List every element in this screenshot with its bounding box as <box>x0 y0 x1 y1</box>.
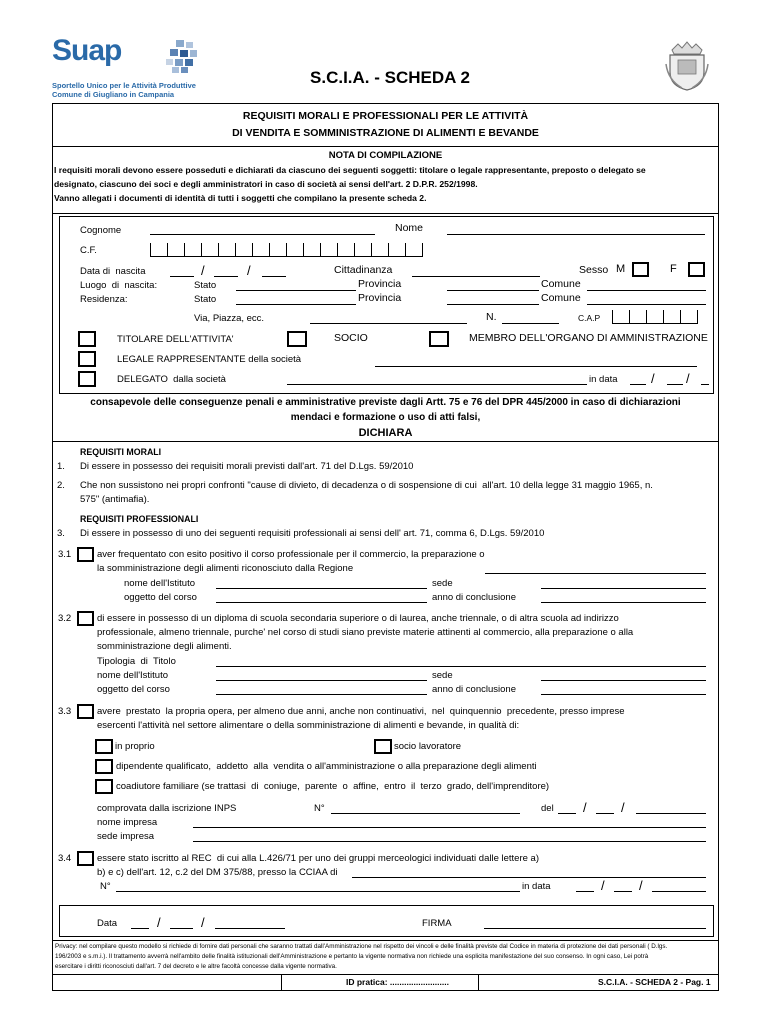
logo-word: Suap <box>52 34 122 67</box>
titolare-label: TITOLARE DELL'ATTIVITA' <box>117 334 234 345</box>
tipologia-field[interactable] <box>216 666 706 667</box>
in-proprio-label: in proprio <box>115 741 155 752</box>
res-stato-field[interactable] <box>236 304 356 305</box>
sede-impresa-label: sede impresa <box>97 831 155 842</box>
cap-label: C.A.P <box>578 313 601 323</box>
istituto-field[interactable] <box>216 680 427 681</box>
inps-data-yy[interactable] <box>636 813 706 814</box>
delegato-label: DELEGATO dalla società <box>117 374 226 385</box>
comune-label: Comune <box>541 278 581 290</box>
logo-subtitle-1: Sportello Unico per le Attività Produttive <box>52 81 196 90</box>
residenza-label: Residenza: <box>80 294 128 305</box>
comune-label: Comune <box>541 292 581 304</box>
stato-label: Stato <box>194 280 217 291</box>
anno-field[interactable] <box>541 694 706 695</box>
date-slash: / <box>157 915 161 930</box>
rec-number-field[interactable] <box>116 891 520 892</box>
req-3-2-text-c: somministrazione degli alimenti. <box>97 641 232 652</box>
req-3-3-text-a: avere prestato la propria opera, per almeno due anni, anche non continuativi, nel quinquennio precedente, presso imprese <box>97 706 625 717</box>
date-slash: / <box>601 878 605 893</box>
privacy-line-1: Privacy: nel compilare questo modello si richiede di fornire dati personali che saranno trattati dall'Amministrazione nel rispetto dei vincoli e delle finalità previste dal Codice in materia di protezione dei dati personali ( D.lgs. <box>55 943 668 950</box>
sesso-f-checkbox[interactable] <box>688 262 705 277</box>
luogo-nascita-label: Luogo di nascita: <box>80 280 158 291</box>
coadiutore-label: coadiutore familiare (se trattasi di coniuge, parente o affine, entro il terzo grado, dell'imprenditore) <box>116 781 550 792</box>
dichiara-line-2: mendaci e formazione o uso di atti falsi, <box>290 412 481 423</box>
cf-label: C.F. <box>80 245 97 256</box>
anno-field[interactable] <box>541 602 706 603</box>
req-3-1-checkbox[interactable] <box>77 547 94 562</box>
id-pratica: ID pratica: ......................... <box>346 977 449 987</box>
suap-logo <box>52 34 222 104</box>
page-number: S.C.I.A. - SCHEDA 2 - Pag. 1 <box>598 977 711 987</box>
inps-number-field[interactable] <box>331 813 520 814</box>
dichiara-divider <box>52 441 719 442</box>
titolare-checkbox[interactable] <box>78 331 96 347</box>
section-title-1: REQUISITI MORALI E PROFESSIONALI PER LE ATTIVITÀ <box>242 110 529 122</box>
sesso-f-label: F <box>670 263 677 275</box>
coadiutore-checkbox[interactable] <box>95 779 113 794</box>
sesso-m-checkbox[interactable] <box>632 262 649 277</box>
civico-label: N. <box>486 311 497 323</box>
luogo-comune-field[interactable] <box>587 290 706 291</box>
anno-label: anno di conclusione <box>432 592 516 603</box>
data-nascita-dd[interactable] <box>170 276 194 277</box>
rec-data-mm[interactable] <box>614 891 632 892</box>
date-slash: / <box>201 263 205 278</box>
in-proprio-checkbox[interactable] <box>95 739 113 754</box>
morali-text-2b: 575" (antimafia). <box>80 494 150 505</box>
coat-of-arms-icon <box>664 40 710 92</box>
luogo-stato-field[interactable] <box>236 290 356 291</box>
req-3-4-num: 3.4 <box>58 853 72 864</box>
logo-subtitle-2: Comune di Giugliano in Campania <box>52 90 175 99</box>
membro-label: MEMBRO DELL'ORGANO DI AMMINISTRAZIONE <box>469 332 708 344</box>
cf-field[interactable] <box>150 243 423 257</box>
prof-text-3: Di essere in possesso di uno dei seguenti requisiti professionali ai sensi dell' art. 71, comma 6, D.Lgs. 59/2010 <box>80 528 545 539</box>
firma-data-yy[interactable] <box>215 928 285 929</box>
req-3-2-num: 3.2 <box>58 613 72 624</box>
section-title-2: DI VENDITA E SOMMINISTRAZIONE DI ALIMENTI E BEVANDE <box>232 127 539 139</box>
inps-data-mm[interactable] <box>596 813 614 814</box>
rec-n-label: N° <box>100 881 111 892</box>
prof-heading: REQUISITI PROFESSIONALI <box>80 514 199 524</box>
nota-heading: NOTA DI COMPILAZIONE <box>328 150 443 161</box>
dipendente-checkbox[interactable] <box>95 759 113 774</box>
firma-field[interactable] <box>484 928 706 929</box>
req-3-3-checkbox[interactable] <box>77 704 94 719</box>
dichiara-heading: DICHIARA <box>358 427 413 439</box>
req-3-4-text-a: essere stato iscritto al REC di cui alla L.426/71 per uno dei gruppi merceologici individuati dalle lettere a) <box>97 853 539 864</box>
date-slash: / <box>201 915 205 930</box>
istituto-field[interactable] <box>216 588 427 589</box>
sede-field[interactable] <box>541 680 706 681</box>
istituto-label: nome dell'Istituto <box>124 578 195 589</box>
data-nascita-label: Data di nascita <box>80 266 146 277</box>
provincia-label: Provincia <box>358 292 402 304</box>
logo-puzzle-icon <box>162 38 204 74</box>
legale-label: LEGALE RAPPRESENTANTE della società <box>117 354 302 365</box>
delegato-in-data-label: in data <box>589 374 618 385</box>
req-3-3-text-b: esercenti l'attività nel settore alimentare o della somministrazione di alimenti e bevande, in qualità di: <box>97 720 520 731</box>
inps-label: comprovata dalla iscrizione INPS <box>97 803 237 814</box>
via-field[interactable] <box>310 323 467 324</box>
membro-checkbox[interactable] <box>429 331 449 347</box>
oggetto-label: oggetto del corso <box>97 684 170 695</box>
morali-text-1: Di essere in possesso dei requisiti morali previsti dall'art. 71 del D.Lgs. 59/2010 <box>80 461 414 472</box>
socio-checkbox[interactable] <box>287 331 307 347</box>
inps-data-dd[interactable] <box>558 813 576 814</box>
regione-field[interactable] <box>485 573 706 574</box>
nome-impresa-label: nome impresa <box>97 817 158 828</box>
page-title: S.C.I.A. - SCHEDA 2 <box>310 68 470 87</box>
firma-data-mm[interactable] <box>170 928 193 929</box>
istituto-label: nome dell'Istituto <box>97 670 168 681</box>
via-label: Via, Piazza, ecc. <box>194 313 265 324</box>
req-3-4-checkbox[interactable] <box>77 851 94 866</box>
nota-line-3: Vanno allegati i documenti di identità di tutti i soggetti che compilano la presente scheda 2. <box>54 193 427 203</box>
sede-field[interactable] <box>541 588 706 589</box>
req-3-2-text-b: professionale, almeno triennale, purche' nel corso di studi siano previste materie attinenti al commercio, alla preparazione o alla <box>97 627 634 638</box>
delegato-data-mm[interactable] <box>667 384 683 385</box>
privacy-line-3: esercitare i diritti riconosciuti dall'art. 7 del decreto e le altre facoltà concesse dalla vigente normativa. <box>55 963 337 970</box>
civico-field[interactable] <box>502 323 559 324</box>
stato-label: Stato <box>194 294 217 305</box>
cittadinanza-field[interactable] <box>412 276 540 277</box>
req-3-1-text-a: aver frequentato con esito positivo il corso professionale per il commercio, la preparazione o <box>97 549 485 560</box>
data-nascita-mm[interactable] <box>214 276 238 277</box>
inps-n-label: N° <box>314 803 325 814</box>
cognome-field[interactable] <box>150 234 375 235</box>
provincia-label: Provincia <box>358 278 402 290</box>
morali-num-1: 1. <box>57 461 65 472</box>
nome-label: Nome <box>395 222 424 234</box>
nota-line-2: designato, ciascuno dei soci e degli amministratori in caso di società ai sensi dell'art. 2 D.P.R. 252/1998. <box>54 179 478 189</box>
socio-lavoratore-label: socio lavoratore <box>394 741 462 752</box>
firma-label: FIRMA <box>422 918 452 929</box>
socio-lavoratore-checkbox[interactable] <box>374 739 392 754</box>
inps-del-label: del <box>541 803 554 814</box>
nota-line-1: I requisiti morali devono essere posseduti e dichiarati da ciascuno dei seguenti soggetti: titolare o legale rappresentante, preposto o delegato se <box>54 165 646 175</box>
socio-label: SOCIO <box>334 332 368 344</box>
oggetto-field[interactable] <box>216 602 427 603</box>
cognome-label: Cognome <box>80 225 122 236</box>
req-3-3-num: 3.3 <box>58 706 72 717</box>
date-slash: / <box>639 878 643 893</box>
delegato-societa-field[interactable] <box>287 384 587 385</box>
dipendente-label: dipendente qualificato, addetto alla vendita o all'amministrazione o alla preparazione degli alimenti <box>116 761 537 772</box>
morali-num-2: 2. <box>57 480 65 491</box>
prof-num-3: 3. <box>57 528 65 539</box>
sede-label: sede <box>432 578 453 589</box>
anno-label: anno di conclusione <box>432 684 516 695</box>
req-3-2-text-a: di essere in possesso di un diploma di scuola secondaria superiore o di laurea, anche triennale, o di altra scuola ad indirizzo <box>97 613 619 624</box>
legale-societa-field[interactable] <box>375 366 697 367</box>
date-slash: / <box>583 800 587 815</box>
date-slash: / <box>621 800 625 815</box>
date-slash: / <box>651 371 655 386</box>
sesso-label: Sesso <box>579 264 609 276</box>
delegato-data-dd[interactable] <box>630 384 646 385</box>
oggetto-field[interactable] <box>216 694 427 695</box>
nome-field[interactable] <box>447 234 705 235</box>
luogo-provincia-field[interactable] <box>447 290 539 291</box>
dichiara-line-1: consapevole delle conseguenze penali e amministrative previste dagli Artt. 75 e 76 del DPR 445/2000 in caso di dichiarazioni <box>90 397 681 408</box>
rec-data-dd[interactable] <box>576 891 594 892</box>
res-comune-field[interactable] <box>587 304 706 305</box>
sede-impresa-field[interactable] <box>193 841 706 842</box>
nome-impresa-field[interactable] <box>193 827 706 828</box>
cciaa-field[interactable] <box>352 877 706 878</box>
privacy-divider <box>52 940 719 941</box>
date-slash: / <box>686 371 690 386</box>
oggetto-label: oggetto del corso <box>124 592 197 603</box>
morali-text-2a: Che non sussistono nei propri confronti "cause di divieto, di decadenza o di sospensione di cui all'art. 10 della legge 31 maggio 1965, n. <box>80 480 653 491</box>
legale-checkbox[interactable] <box>78 351 96 367</box>
firma-data-label: Data <box>97 918 118 929</box>
delegato-checkbox[interactable] <box>78 371 96 387</box>
res-provincia-field[interactable] <box>447 304 539 305</box>
cittadinanza-label: Cittadinanza <box>334 264 393 276</box>
req-3-1-text-b: la somministrazione degli alimenti riconosciuto dalla Regione <box>97 563 354 574</box>
morali-heading: REQUISITI MORALI <box>80 447 162 457</box>
rec-in-data-label: in data <box>522 881 551 892</box>
cap-field[interactable] <box>612 310 698 324</box>
date-slash: / <box>247 263 251 278</box>
privacy-line-2: 196/2003 e s.m.i.). Il trattamento avverrà nell'ambito delle finalità istituzionali dell'Amministrazione e pertanto la vigente normativa non richiede una esplicita manifestazione del suo consenso. In ogni caso, Lei potrà <box>55 953 649 960</box>
req-3-4-text-b: b) e c) dell'art. 12, c.2 del DM 375/88, presso la CCIAA di <box>97 867 338 878</box>
req-3-1-num: 3.1 <box>58 549 72 560</box>
delegato-data-yy[interactable] <box>701 384 709 385</box>
rec-data-yy[interactable] <box>652 891 706 892</box>
sede-label: sede <box>432 670 453 681</box>
sesso-m-label: M <box>616 263 626 275</box>
req-3-2-checkbox[interactable] <box>77 611 94 626</box>
tipologia-label: Tipologia di Titolo <box>97 656 176 667</box>
data-nascita-yy[interactable] <box>262 276 286 277</box>
firma-data-dd[interactable] <box>131 928 149 929</box>
